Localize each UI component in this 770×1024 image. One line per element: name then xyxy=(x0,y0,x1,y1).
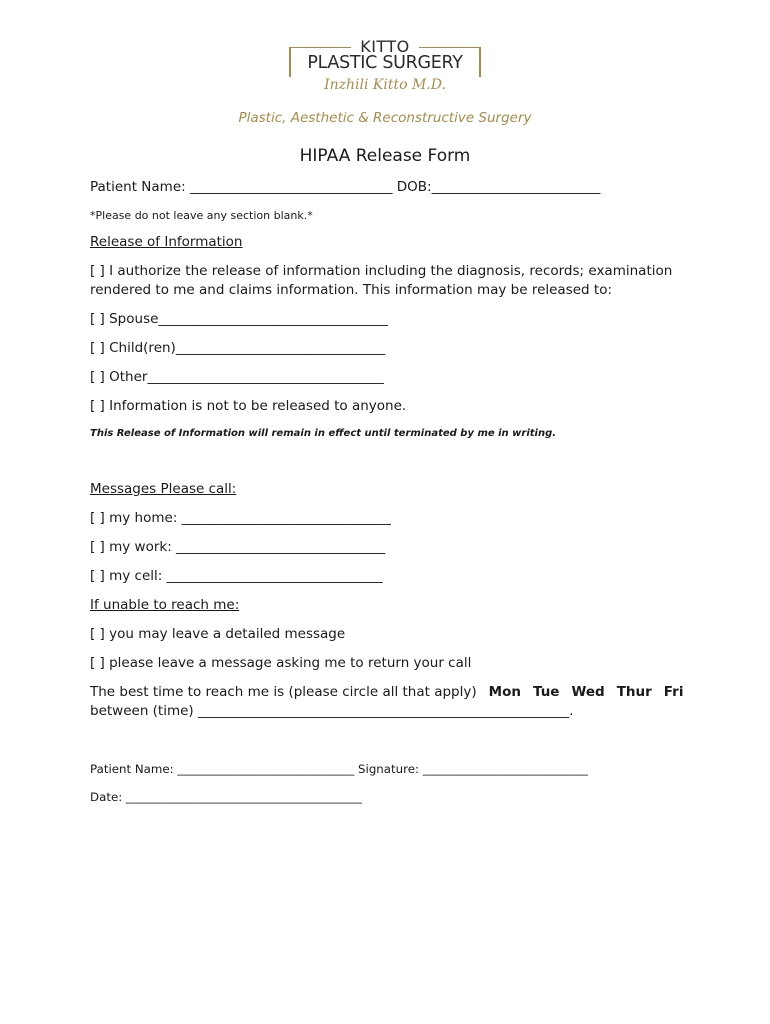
day-wed[interactable]: Wed xyxy=(571,684,605,700)
best-time-text: The best time to reach me is (please circle all that apply) xyxy=(90,684,477,700)
patient-signature-line[interactable]: Patient Name: ______________________________ Signature: ____________________________ xyxy=(90,762,588,776)
between-time-line[interactable]: between (time) _______________________________________________________. xyxy=(90,703,574,719)
return-call-option[interactable]: [ ] please leave a message asking me to return your call xyxy=(90,655,472,671)
spouse-option[interactable]: [ ] Spouse__________________________________ xyxy=(90,311,388,327)
day-mon[interactable]: Mon xyxy=(488,684,521,700)
messages-heading: Messages Please call: xyxy=(90,481,237,497)
release-heading: Release of Information xyxy=(90,234,243,250)
clinic-tagline: Plastic, Aesthetic & Reconstructive Surgery xyxy=(238,110,532,126)
patient-name-dob-line[interactable]: Patient Name: ______________________________ DOB:_________________________ xyxy=(90,179,601,195)
form-title: HIPAA Release Form xyxy=(299,146,471,166)
authorize-text-line2: rendered to me and claims information. This information may be released to: xyxy=(90,282,613,298)
detailed-message-option[interactable]: [ ] you may leave a detailed message xyxy=(90,626,346,642)
logo-signature: Inzhili Kitto M.D. xyxy=(289,77,481,93)
release-effect-note: This Release of Information will remain in effect until terminated by me in writing. xyxy=(90,428,557,439)
authorize-checkbox-text[interactable]: [ ] I authorize the release of information including the diagnosis, records; examination xyxy=(90,263,673,279)
logo-plastic-surgery-text: PLASTIC SURGERY xyxy=(307,53,463,73)
home-phone-option[interactable]: [ ] my home: _______________________________ xyxy=(90,510,391,526)
no-release-option[interactable]: [ ] Information is not to be released to anyone. xyxy=(90,398,407,414)
cell-phone-option[interactable]: [ ] my cell: ________________________________ xyxy=(90,568,383,584)
date-line[interactable]: Date: ________________________________________ xyxy=(90,790,362,804)
logo-kitto-text: KITTO xyxy=(360,37,410,56)
clinic-logo xyxy=(289,37,481,100)
day-thur[interactable]: Thur xyxy=(616,684,652,700)
day-tue[interactable]: Tue xyxy=(532,684,560,700)
children-option[interactable]: [ ] Child(ren)_______________________________ xyxy=(90,340,386,356)
work-phone-option[interactable]: [ ] my work: _______________________________ xyxy=(90,539,386,555)
unable-heading: If unable to reach me: xyxy=(90,597,240,613)
other-option[interactable]: [ ] Other___________________________________ xyxy=(90,369,384,385)
day-fri[interactable]: Fri xyxy=(663,684,684,700)
best-time-line xyxy=(90,684,683,700)
instruction-note: *Please do not leave any section blank.* xyxy=(90,209,313,222)
